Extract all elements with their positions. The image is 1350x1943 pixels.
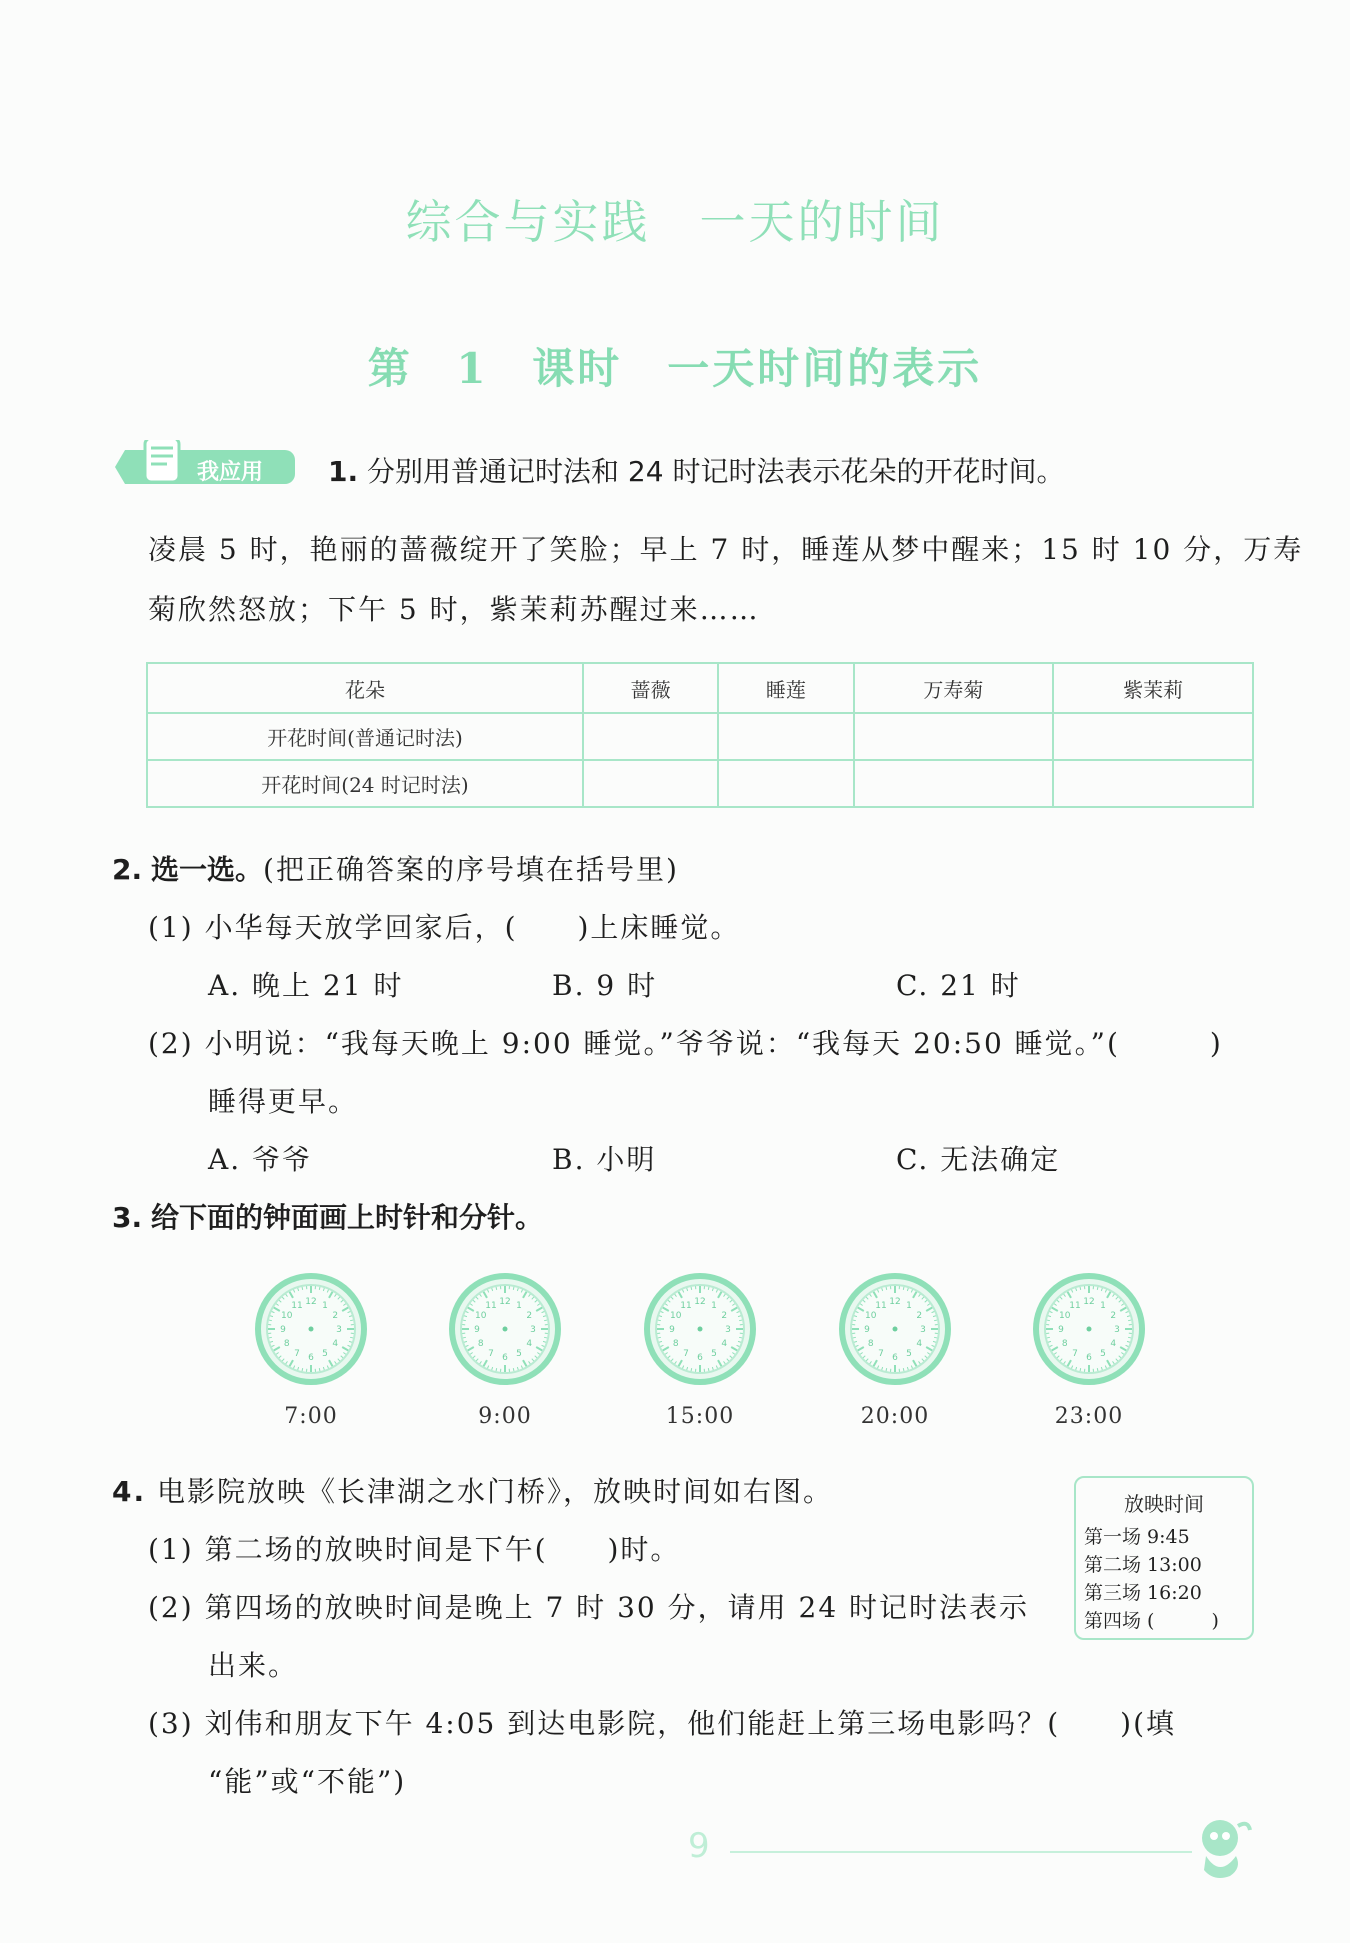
svg-text:10: 10 — [865, 1311, 877, 1321]
svg-text:1: 1 — [322, 1300, 328, 1311]
svg-text:8: 8 — [1061, 1339, 1068, 1349]
svg-text:7: 7 — [1072, 1349, 1078, 1360]
q2-heading — [112, 848, 679, 888]
q2-sub2-cont: 睡得更早。 — [208, 1085, 359, 1118]
svg-text:4: 4 — [721, 1339, 728, 1349]
q1-number: 1. — [328, 455, 359, 488]
clock-face[interactable] — [643, 1272, 757, 1390]
q4-sub2: (2) 第四场的放映时间是晚上 7 时 30 分，请用 24 时记时法表示 — [148, 1591, 1030, 1624]
svg-text:4: 4 — [1110, 1339, 1117, 1349]
svg-text:7: 7 — [488, 1349, 494, 1360]
svg-text:4: 4 — [916, 1339, 923, 1349]
svg-text:1: 1 — [906, 1300, 912, 1311]
table-header-cell: 万寿菊 — [854, 663, 1054, 713]
svg-text:5: 5 — [906, 1349, 912, 1360]
svg-text:12: 12 — [499, 1297, 511, 1307]
svg-text:3: 3 — [336, 1325, 342, 1335]
svg-text:2: 2 — [916, 1311, 923, 1321]
svg-text:4: 4 — [526, 1339, 533, 1349]
table-row — [147, 713, 1253, 760]
svg-text:7: 7 — [683, 1349, 689, 1360]
q4-prompt: 电影院放映《长津湖之水门桥》，放映时间如右图。 — [157, 1475, 834, 1508]
clock-face[interactable] — [838, 1272, 952, 1390]
svg-text:8: 8 — [283, 1339, 290, 1349]
table-header-cell: 紫茉莉 — [1053, 663, 1253, 713]
q3-heading — [112, 1196, 543, 1236]
svg-text:7: 7 — [294, 1349, 300, 1360]
svg-text:5: 5 — [322, 1349, 328, 1360]
clock-time-label: 7:00 — [284, 1404, 338, 1429]
svg-text:11: 11 — [680, 1300, 692, 1311]
svg-text:5: 5 — [711, 1349, 717, 1360]
svg-text:2: 2 — [1110, 1311, 1117, 1321]
svg-text:12: 12 — [694, 1297, 706, 1307]
svg-text:7: 7 — [878, 1349, 884, 1360]
q1-passage-line1: 凌晨 5 时，艳丽的蔷薇绽开了笑脸；早上 7 时，睡莲从梦中醒来；15 时 10 分，万寿 — [148, 533, 1304, 566]
clock-icon[interactable] — [1032, 1272, 1146, 1386]
clock-time-label: 9:00 — [478, 1404, 532, 1429]
svg-text:9: 9 — [474, 1325, 480, 1335]
clock-time-label: 20:00 — [860, 1404, 930, 1429]
clock-icon[interactable] — [448, 1272, 562, 1386]
q4-heading — [112, 1470, 833, 1510]
q2-sub1: (1) 小华每天放学回家后，( )上床睡觉。 — [148, 911, 741, 944]
svg-text:2: 2 — [526, 1311, 533, 1321]
svg-text:4: 4 — [332, 1339, 339, 1349]
page-title: 综合与实践 一天的时间 — [405, 195, 945, 249]
clock-face[interactable] — [448, 1272, 562, 1390]
svg-text:6: 6 — [697, 1353, 703, 1363]
q2-prompt: 选一选。 — [151, 853, 264, 886]
svg-text:10: 10 — [475, 1311, 487, 1321]
svg-text:9: 9 — [1058, 1325, 1064, 1335]
answer-cell[interactable] — [1053, 713, 1253, 760]
svg-text:10: 10 — [1059, 1311, 1071, 1321]
clock-face[interactable] — [1032, 1272, 1146, 1390]
svg-text:11: 11 — [1069, 1300, 1081, 1311]
answer-cell[interactable] — [583, 713, 718, 760]
svg-text:12: 12 — [1083, 1297, 1095, 1307]
svg-text:8: 8 — [477, 1339, 484, 1349]
clock-icon[interactable] — [838, 1272, 952, 1386]
svg-text:9: 9 — [669, 1325, 675, 1335]
svg-text:1: 1 — [1100, 1300, 1106, 1311]
svg-text:10: 10 — [670, 1311, 682, 1321]
svg-text:9: 9 — [864, 1325, 870, 1335]
clock-time-label: 23:00 — [1054, 1404, 1124, 1429]
q4-sub1: (1) 第二场的放映时间是下午( )时。 — [148, 1533, 681, 1566]
q2-sub2-option-a[interactable]: A. 爷爷 — [208, 1143, 313, 1176]
q3-prompt: 给下面的钟面画上时针和分针。 — [151, 1201, 544, 1234]
svg-text:11: 11 — [875, 1300, 887, 1311]
footer-line — [730, 1851, 1192, 1853]
page-number: 9 — [688, 1826, 710, 1866]
q2-hint: (把正确答案的序号填在括号里) — [263, 853, 679, 886]
schedule-row[interactable]: 第四场 ( ) — [1084, 1610, 1219, 1632]
clock-face[interactable] — [254, 1272, 368, 1390]
table-row — [147, 760, 1253, 807]
mascot-icon — [1190, 1812, 1254, 1882]
table-header-cell: 花朵 — [147, 663, 583, 713]
q1-passage-line2: 菊欣然怒放；下午 5 时，紫茉莉苏醒过来…… — [148, 593, 760, 626]
table-header-cell: 蔷薇 — [583, 663, 718, 713]
flower-table — [146, 662, 1254, 808]
apply-badge — [115, 440, 295, 494]
q2-sub2-option-b[interactable]: B. 小明 — [552, 1143, 657, 1176]
svg-text:6: 6 — [892, 1353, 898, 1363]
svg-text:3: 3 — [1114, 1325, 1120, 1335]
svg-text:5: 5 — [516, 1349, 522, 1360]
svg-text:8: 8 — [672, 1339, 679, 1349]
q1-prompt: 分别用普通记时法和 24 时记时法表示花朵的开花时间。 — [367, 455, 1065, 488]
schedule-row: 第三场 16:20 — [1084, 1582, 1202, 1604]
q2-sub2: (2) 小明说：“我每天晚上 9:00 睡觉。”爷爷说：“我每天 20:50 睡觉。”( ) — [148, 1027, 1223, 1060]
svg-text:6: 6 — [1086, 1353, 1092, 1363]
svg-text:5: 5 — [1100, 1349, 1106, 1360]
q4-number: 4. — [112, 1475, 147, 1508]
svg-text:11: 11 — [291, 1300, 303, 1311]
svg-text:3: 3 — [725, 1325, 731, 1335]
lesson-title: 第 1 课时 一天时间的表示 — [367, 344, 983, 393]
table-header-row — [147, 663, 1253, 713]
svg-text:8: 8 — [867, 1339, 874, 1349]
svg-text:9: 9 — [280, 1325, 286, 1335]
svg-text:6: 6 — [502, 1353, 508, 1363]
answer-cell[interactable] — [718, 760, 853, 807]
q2-sub1-option-b[interactable]: B. 9 时 — [552, 969, 658, 1002]
answer-cell[interactable] — [854, 713, 1054, 760]
answer-cell[interactable] — [583, 760, 718, 807]
table-header-cell: 睡莲 — [718, 663, 853, 713]
answer-cell[interactable] — [854, 760, 1054, 807]
answer-cell[interactable] — [718, 713, 853, 760]
q2-sub2-option-c[interactable]: C. 无法确定 — [896, 1143, 1061, 1176]
svg-text:10: 10 — [281, 1311, 293, 1321]
svg-text:6: 6 — [308, 1353, 314, 1363]
clock-icon[interactable] — [254, 1272, 368, 1386]
schedule-title: 放映时间 — [1124, 1492, 1204, 1516]
q2-sub1-option-c[interactable]: C. 21 时 — [896, 969, 1021, 1002]
svg-text:3: 3 — [920, 1325, 926, 1335]
svg-text:12: 12 — [889, 1297, 901, 1307]
q3-number: 3. — [112, 1201, 143, 1234]
svg-text:12: 12 — [305, 1297, 317, 1307]
svg-text:1: 1 — [711, 1300, 717, 1311]
answer-cell[interactable] — [1053, 760, 1253, 807]
q1-heading — [328, 450, 1064, 490]
clock-icon[interactable] — [643, 1272, 757, 1386]
q4-sub3-cont: “能”或“不能”) — [208, 1765, 407, 1798]
svg-text:11: 11 — [485, 1300, 497, 1311]
badge-label: 我应用 — [197, 460, 264, 485]
svg-text:1: 1 — [516, 1300, 522, 1311]
q4-sub3: (3) 刘伟和朋友下午 4:05 到达电影院，他们能赶上第三场电影吗？( )(填 — [148, 1707, 1177, 1740]
schedule-row: 第二场 13:00 — [1084, 1554, 1202, 1576]
svg-text:2: 2 — [721, 1311, 728, 1321]
schedule-box — [1074, 1476, 1254, 1640]
clock-time-label: 15:00 — [665, 1404, 735, 1429]
row-label: 开花时间(普通记时法) — [147, 713, 583, 760]
row-label: 开花时间(24 时记时法) — [147, 760, 583, 807]
svg-text:2: 2 — [332, 1311, 339, 1321]
q2-sub1-option-a[interactable]: A. 晚上 21 时 — [208, 969, 404, 1002]
q4-sub2-cont: 出来。 — [208, 1649, 299, 1682]
svg-text:3: 3 — [530, 1325, 536, 1335]
schedule-row: 第一场 9:45 — [1084, 1526, 1190, 1548]
q2-number: 2. — [112, 853, 143, 886]
